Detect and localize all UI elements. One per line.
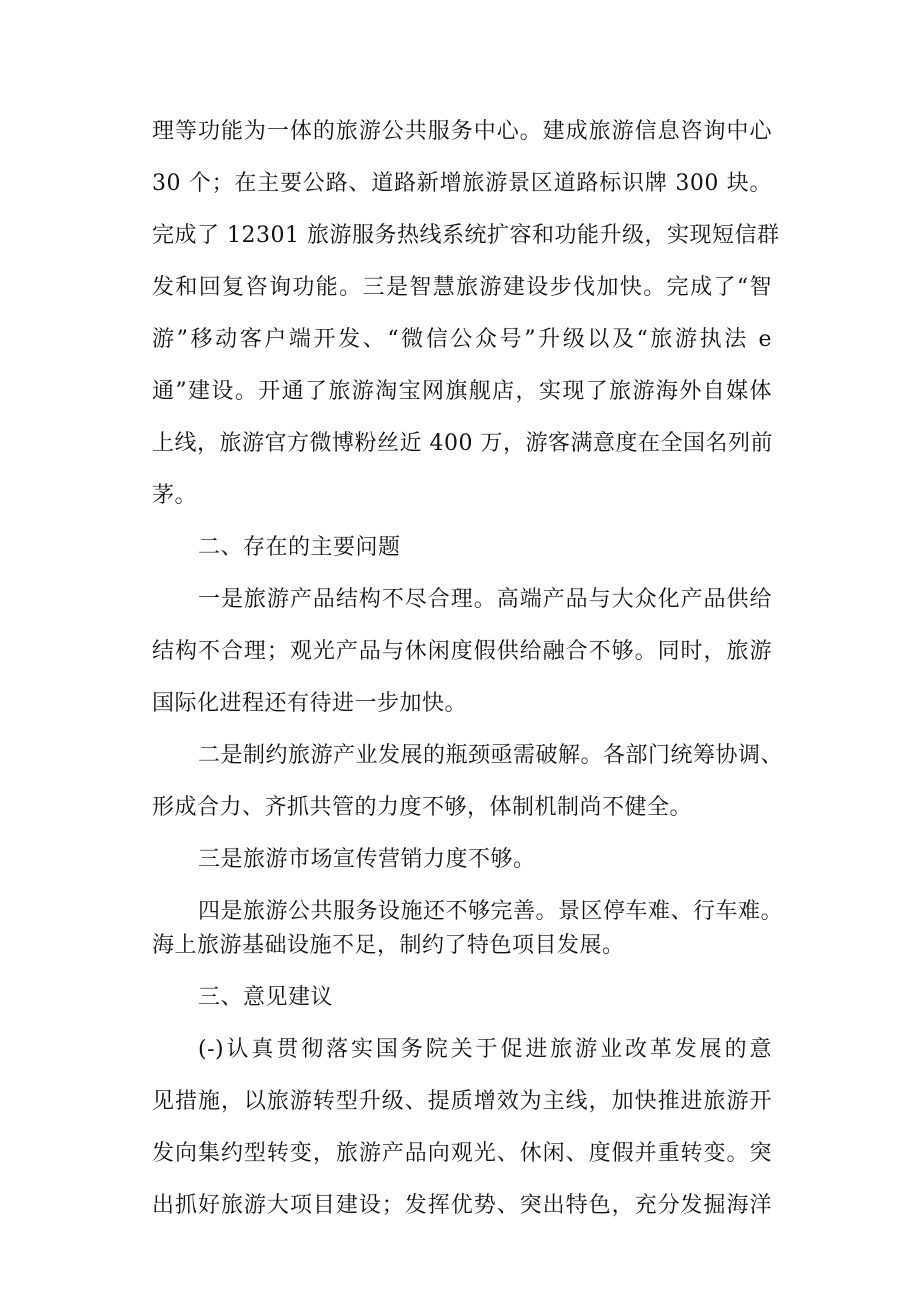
text-line-22: 出抓好旅游大项目建设；发挥优势、突出特色，充分发掘海洋 [152,1193,772,1218]
section-heading-suggestions: 三、意见建议 [198,985,334,1010]
section-heading-problems: 二、存在的主要问题 [198,535,401,560]
text-line-3: 完成了 12301 旅游服务热线系统扩容和功能升级，实现短信群 [152,223,780,248]
text-line-14: 形成合力、齐抓共管的力度不够，体制机制尚不健全。 [152,795,693,820]
text-line-2: 30 个；在主要公路、道路新增旅游景区道路标识牌 300 块。 [152,171,772,196]
text-line-6: 通”建设。开通了旅游淘宝网旗舰店，实现了旅游海外自媒体 [152,379,772,404]
text-line-21: 发向集约型转变，旅游产品向观光、休闲、度假并重转变。突 [152,1141,772,1166]
text-line-5: 游”移动客户端开发、“微信公众号”升级以及“旅游执法 e [152,327,772,352]
text-line-11: 结构不合理；观光产品与休闲度假供给融合不够。同时，旅游 [152,639,772,664]
text-line-4: 发和回复咨询功能。三是智慧旅游建设步伐加快。完成了“智 [152,275,772,300]
text-line-20: 见措施，以旅游转型升级、提质增效为主线，加快推进旅游开 [152,1089,772,1114]
text-line-13: 二是制约旅游产业发展的瓶颈亟需破解。各部门统筹协调、 [198,743,784,768]
text-line-15: 三是旅游市场宣传营销力度不够。 [198,847,536,872]
text-line-7: 上线，旅游官方微博粉丝近 400 万，游客满意度在全国名列前 [152,431,773,456]
text-line-8: 茅。 [152,483,198,508]
text-line-19: (-)认真贯彻落实国务院关于促进旅游业改革发展的意 [198,1037,772,1062]
text-line-12: 国际化进程还有待进一步加快。 [152,691,468,716]
text-line-1: 理等功能为一体的旅游公共服务中心。建成旅游信息咨询中心 [152,119,772,144]
text-line-10: 一是旅游产品结构不尽合理。高端产品与大众化产品供给 [198,587,772,612]
text-line-16: 四是旅游公共服务设施还不够完善。景区停车难、行车难。 [198,899,784,924]
text-line-17: 海上旅游基础设施不足，制约了特色项目发展。 [152,933,625,958]
